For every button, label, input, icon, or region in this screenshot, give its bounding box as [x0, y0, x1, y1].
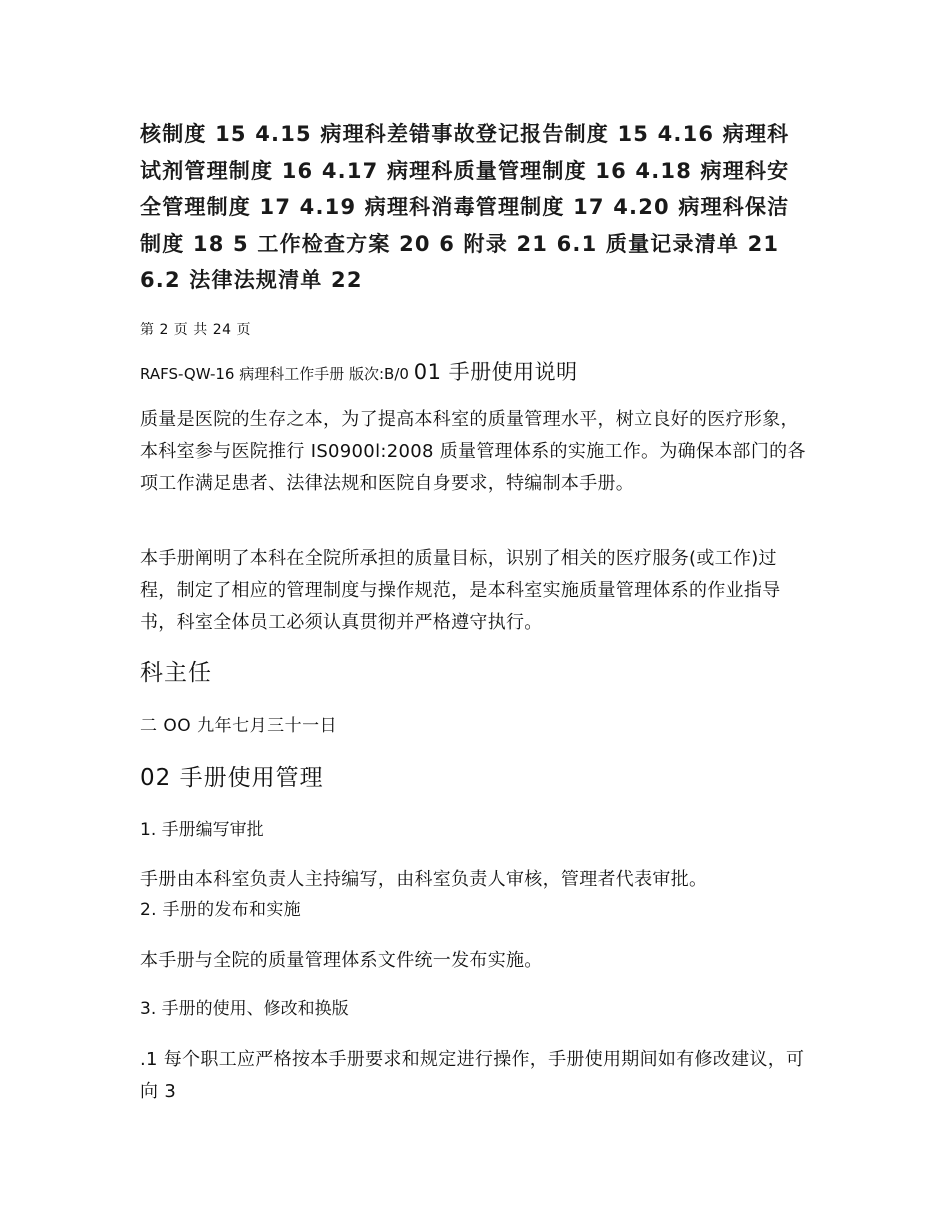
item-1-2-group: [140, 864, 810, 924]
item-3-heading: 3. 手册的使用、修改和换版: [140, 999, 349, 1019]
section-02-title: 02 手册使用管理: [140, 765, 324, 791]
intro-paragraph-1: 质量是医院的生存之本，为了提高本科室的质量管理水平，树立良好的医疗形象，本科室参与医院推行 IS0900l:2008 质量管理体系的实施工作。为确保本部门的各项工作满足患者、法律法规和医院自身要求，特编制本手册。: [140, 409, 806, 494]
section-01-title: 01 手册使用说明: [413, 360, 578, 384]
page-number: 第 2 页 共 24 页: [140, 322, 251, 338]
signature-date: 二 OO 九年七月三十一日: [140, 716, 338, 736]
signature-title: 科主任: [140, 660, 212, 686]
running-header: [140, 358, 810, 388]
item-2-body: 本手册与全院的质量管理体系文件统一发布实施。: [140, 950, 543, 971]
item-1-heading: 1. 手册编写审批: [140, 820, 264, 840]
item-3-body: .1 每个职工应严格按本手册要求和规定进行操作，手册使用期间如有修改建议，可向 3: [140, 1049, 805, 1102]
item-1-body: 手册由本科室负责人主持编写，由科室负责人审核，管理者代表审批。: [140, 869, 708, 890]
item-2-heading: 2. 手册的发布和实施: [140, 900, 301, 920]
table-of-contents-text: 核制度 15 4.15 病理科差错事故登记报告制度 15 4.16 病理科试剂管理制度 16 4.17 病理科质量管理制度 16 4.18 病理科安全管理制度 17 4.19 病理科消毒管理制度 17 4.20 病理科保洁制度 18 5 工作检查方案 20 6 附录 21 6.1 质量记录清单 21 6.2 法律法规清单 22: [140, 122, 790, 292]
intro-paragraph-2: 本手册阐明了本科在全院所承担的质量目标，识别了相关的医疗服务(或工作)过程，制定了相应的管理制度与操作规范，是本科室实施质量管理体系的作业指导书，科室全体员工必须认真贯彻并严格遵守执行。: [140, 548, 781, 633]
document-code: RAFS-QW-16 病理科工作手册 版次:B/0: [140, 365, 409, 383]
